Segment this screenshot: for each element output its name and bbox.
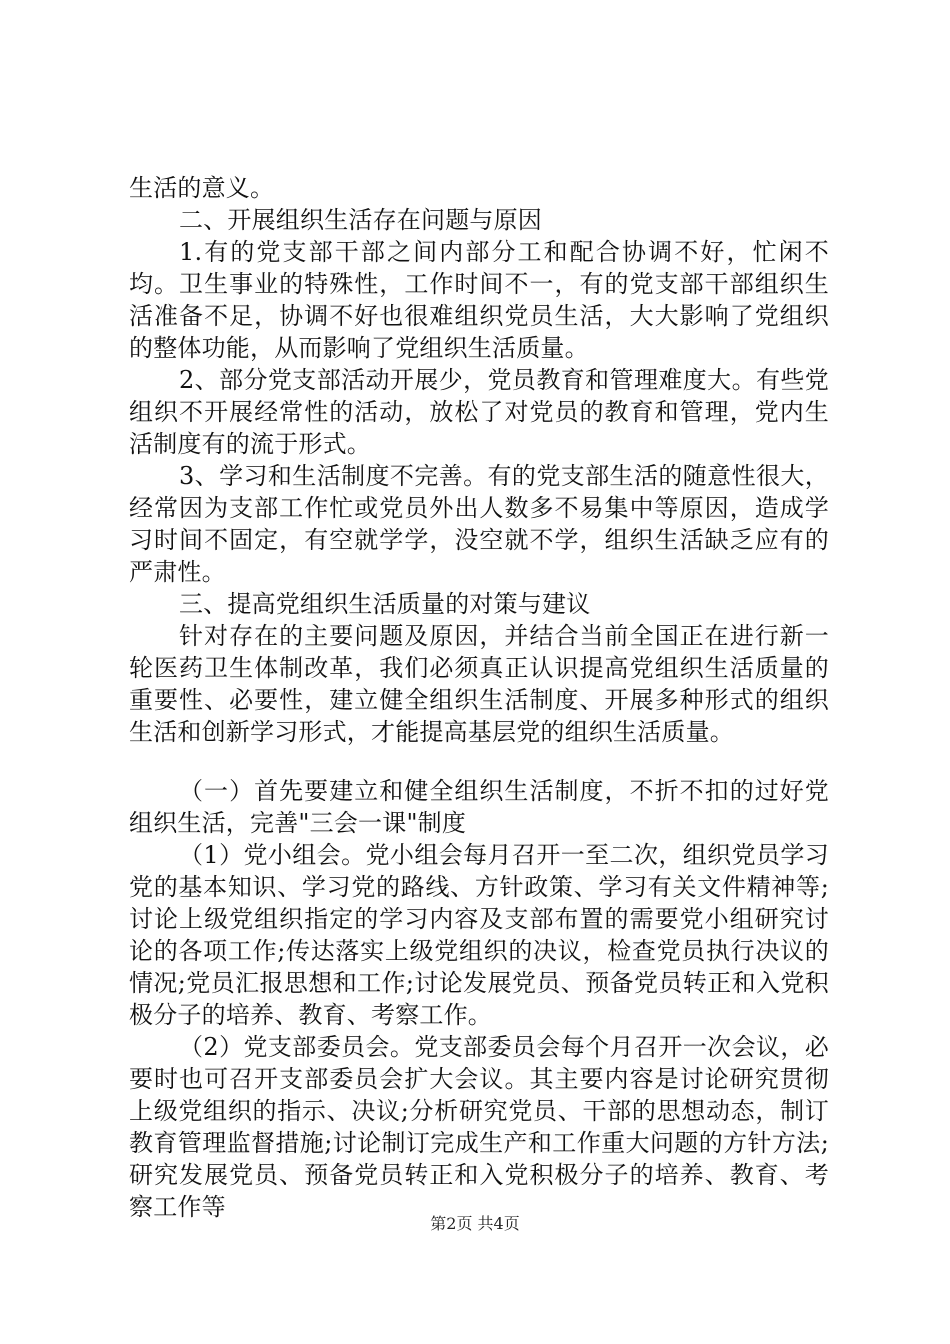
paragraph-continuation: 生活的意义。 — [129, 174, 275, 202]
paragraph-issue-3: 3、学习和生活制度不完善。有的党支部生活的随意性很大，经常因为支部工作忙或党员外出人数多不易集中等原因，造成学习时间不固定，有空就学学，没空就不学，组织生活缺乏应有的严肃性。 — [129, 462, 829, 586]
paragraph-issue-2: 2、部分党支部活动开展少，党员教育和管理难度大。有些党组织不开展经常性的活动，放松了对党员的教育和管理，党内生活制度有的流于形式。 — [129, 366, 829, 458]
paragraph-party-group-meeting: （1）党小组会。党小组会每月召开一至二次，组织党员学习党的基本知识、学习党的路线、方针政策、学习有关文件精神等;讨论上级党组织指定的学习内容及支部布置的需要党小组研究讨论的各项工作;传达落实上级党组织的决议，检查党员执行决议的情况;党员汇报思想和工作;讨论发展党员、预备党员转正和入党积极分子的培养、教育、考察工作。 — [129, 841, 829, 1029]
document-body — [129, 172, 829, 1223]
paragraph-intro-measures: 针对存在的主要问题及原因，并结合当前全国正在进行新一轮医药卫生体制改革，我们必须真正认识提高党组织生活质量的重要性、必要性，建立健全组织生活制度、开展多种形式的组织生活和创新学习形式，才能提高基层党的组织生活质量。 — [129, 622, 829, 746]
subsection-heading-1: （一）首先要建立和健全组织生活制度，不折不扣的过好党组织生活，完善"三会一课"制度 — [129, 777, 829, 837]
section-heading-2: 二、开展组织生活存在问题与原因 — [179, 206, 542, 234]
section-heading-3: 三、提高党组织生活质量的对策与建议 — [179, 590, 591, 618]
paragraph-branch-committee: （2）党支部委员会。党支部委员会每个月召开一次会议，必要时也可召开支部委员会扩大会议。其主要内容是讨论研究贯彻上级党组织的指示、决议;分析研究党员、干部的思想动态，制订教育管理监督措施;讨论制订完成生产和工作重大问题的方针方法;研究发展党员、预备党员转正和入党积极分子的培养、教育、考察工作等 — [129, 1033, 829, 1221]
page-number-footer: 第2页 共4页 — [430, 1214, 520, 1233]
paragraph-issue-1: 1.有的党支部干部之间内部分工和配合协调不好，忙闲不均。卫生事业的特殊性，工作时间不一，有的党支部干部组织生活准备不足，协调不好也很难组织党员生活，大大影响了党组织的整体功能，从而影响了党组织生活质量。 — [129, 238, 829, 362]
paragraph-spacer — [129, 748, 829, 775]
